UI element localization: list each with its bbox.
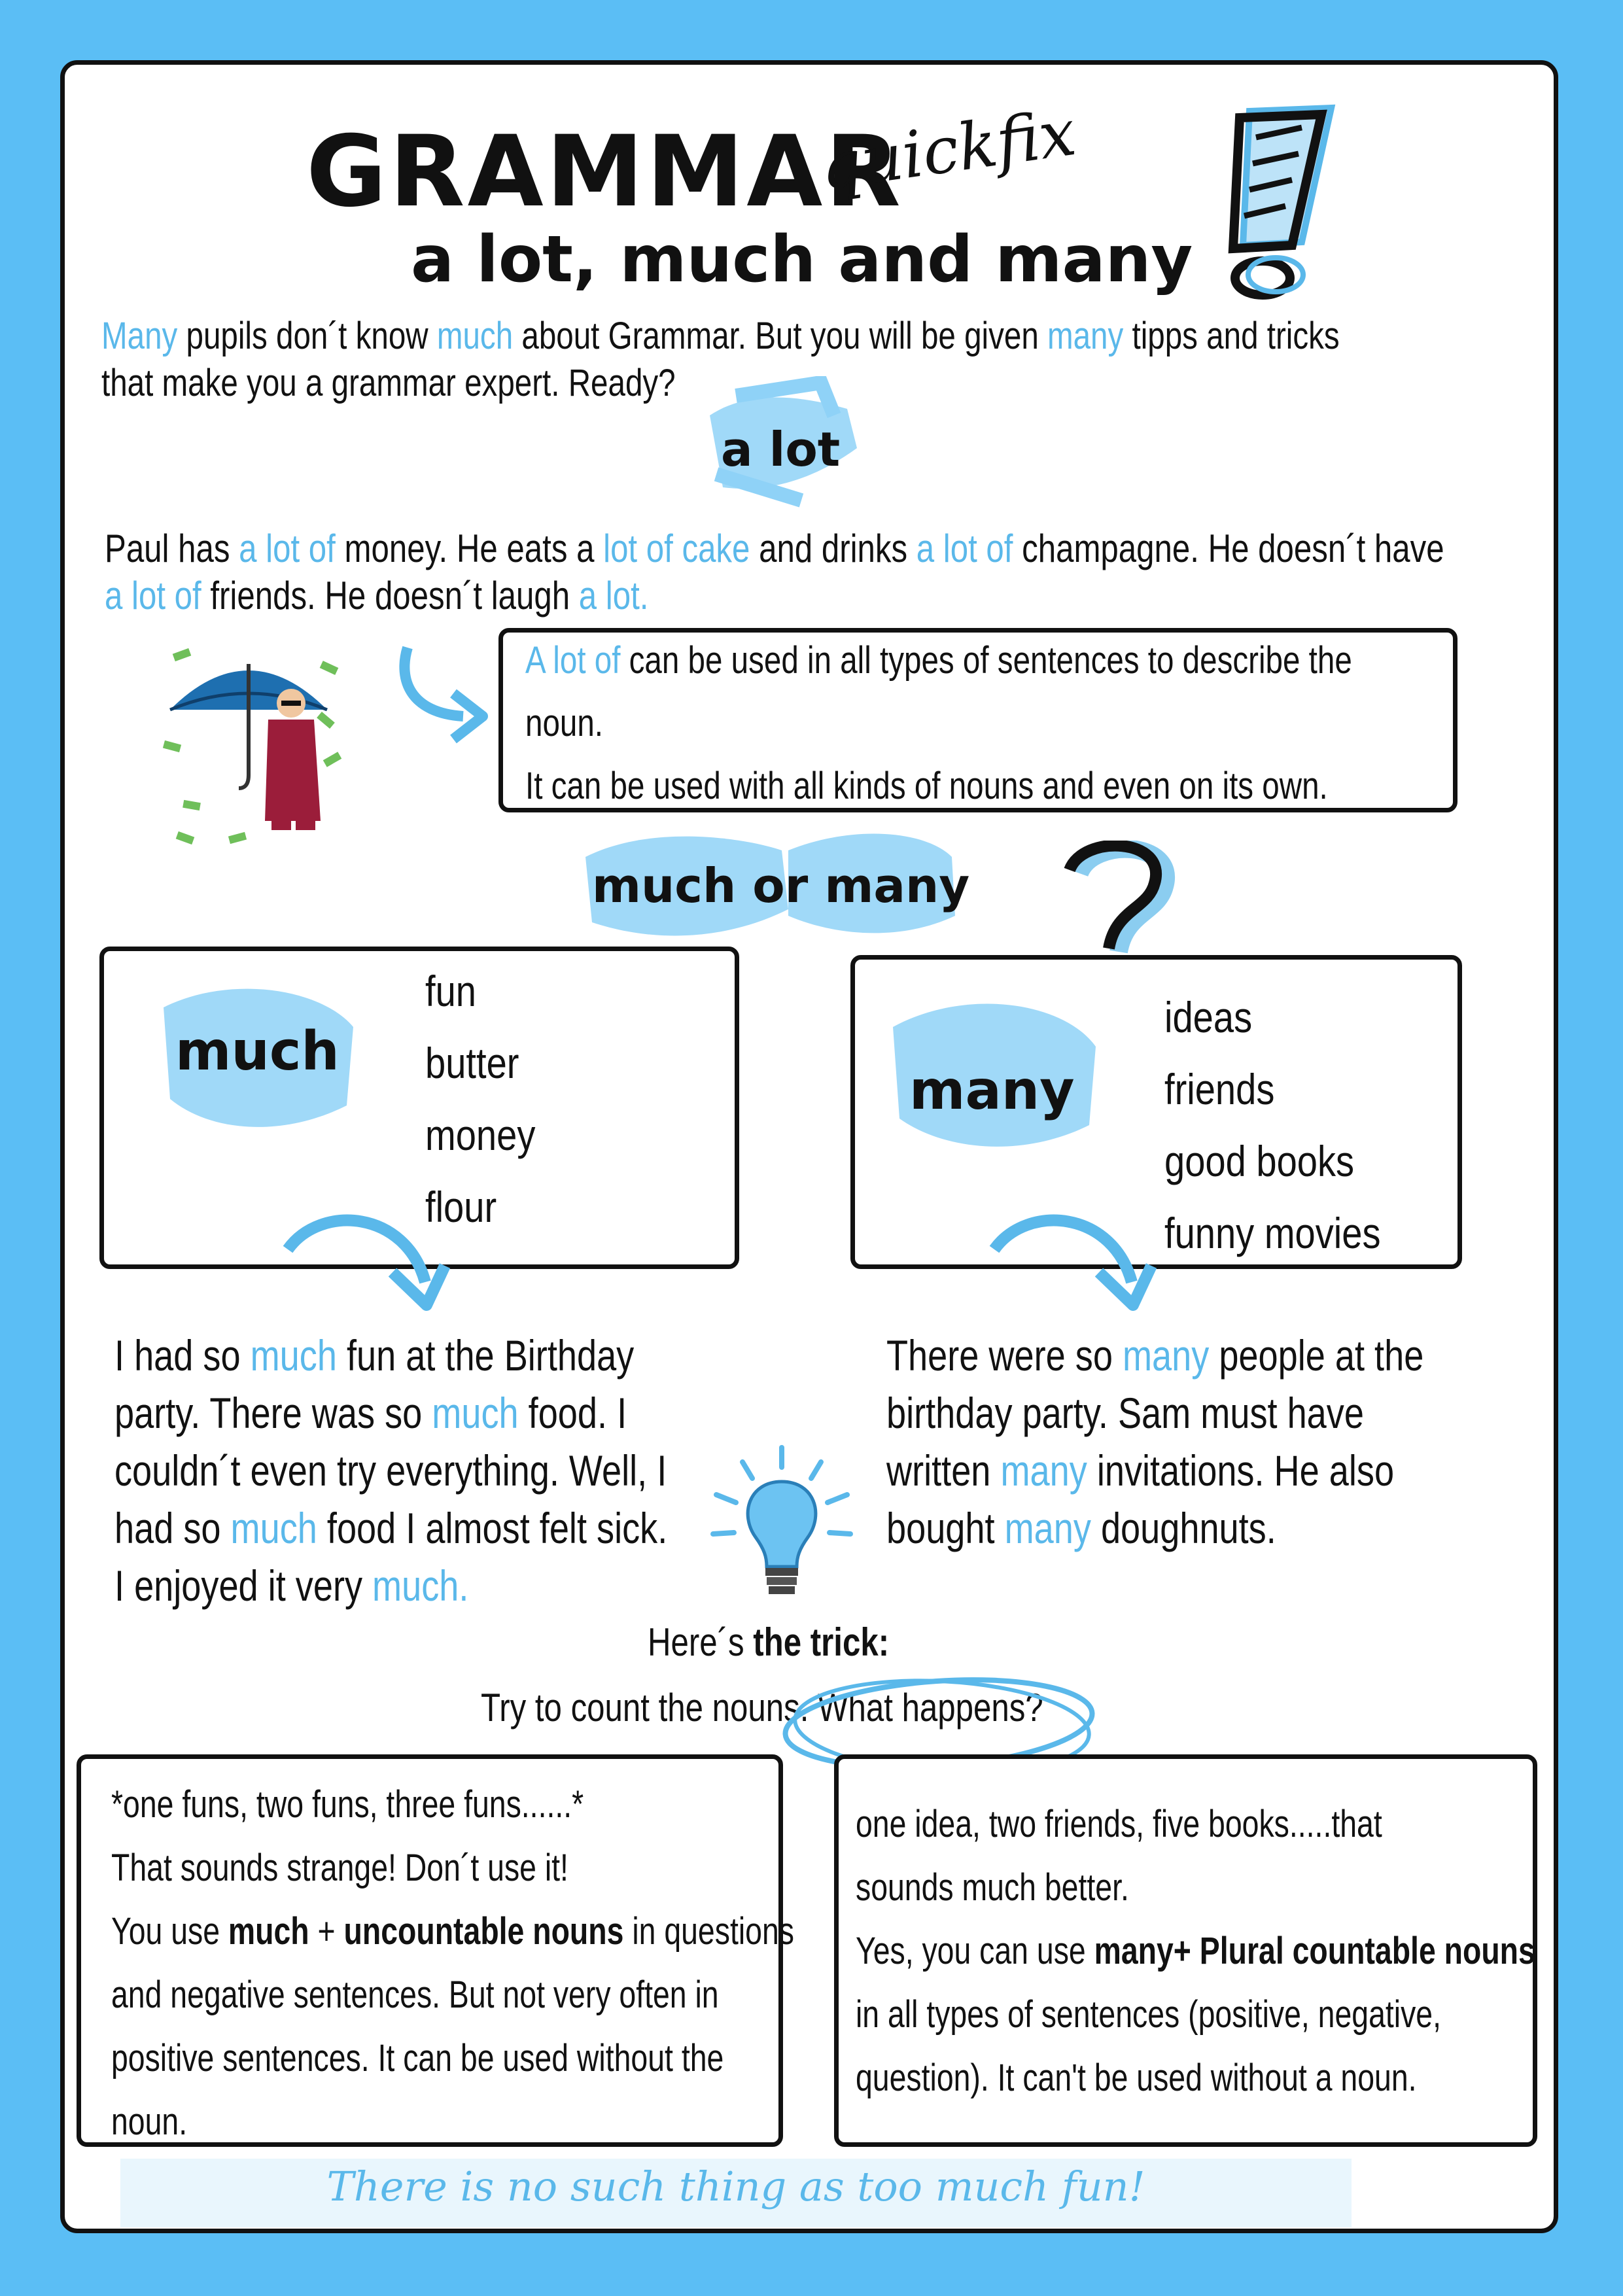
- rule-text: in all types of sentences (positive, negative,: [856, 1993, 1441, 2036]
- rule-text: +: [309, 1910, 344, 1953]
- many-noun-list: [1164, 981, 1419, 1269]
- much-noun-list: [425, 955, 555, 1243]
- highlight-word: many: [1000, 1446, 1087, 1495]
- intro-text: about Grammar. But you will be given: [513, 315, 1047, 357]
- list-item: good books: [1164, 1137, 1355, 1185]
- example-text: couldn´t even try everything. Well, I: [114, 1446, 667, 1495]
- highlight-word: a lot of: [916, 527, 1013, 570]
- intro-line-2: that make you a grammar expert. Ready?: [101, 362, 676, 404]
- rule-text: can be used in all types of sentences to describe the: [620, 639, 1352, 682]
- example-text: I had so: [114, 1331, 251, 1380]
- example-text: There were so: [886, 1331, 1123, 1380]
- trick-question: Try to count the nouns. What happens?: [481, 1686, 1043, 1730]
- para-text: champagne. He doesn´t have: [1013, 527, 1444, 570]
- example-text: invitations. He also: [1087, 1446, 1395, 1495]
- rule-text: It can be used with all kinds of nouns and even on its own.: [525, 765, 1328, 807]
- highlight-word: much: [432, 1389, 519, 1437]
- light-bulb-icon: [707, 1442, 857, 1606]
- rule-bold: uncountable nouns: [343, 1910, 624, 1953]
- heading-much-or-many: [592, 858, 969, 913]
- para-text: friends. He doesn´t laugh: [201, 574, 579, 617]
- highlight-word: much: [436, 315, 514, 357]
- arrow-icon: [281, 1210, 451, 1328]
- example-text: had so: [114, 1504, 231, 1552]
- highlight-word: Many: [101, 315, 178, 357]
- para-text: and drinks: [750, 527, 916, 570]
- list-item: ideas: [1164, 993, 1253, 1041]
- arrow-icon: [988, 1210, 1158, 1328]
- highlight-word: much: [250, 1331, 337, 1380]
- list-item: funny movies: [1164, 1209, 1381, 1257]
- highlight-word: A lot of: [525, 639, 621, 682]
- example-text: doughnuts.: [1091, 1504, 1276, 1552]
- title-grammar: GRAMMAR: [306, 115, 903, 229]
- example-text: I enjoyed it very: [114, 1561, 373, 1610]
- example-text: written: [886, 1446, 1001, 1495]
- footer-slogan: There is no such thing as too much fun!: [326, 2163, 1145, 2210]
- para-text: Paul has: [105, 527, 239, 570]
- example-text: fun at the Birthday: [336, 1331, 635, 1380]
- list-item: butter: [425, 1039, 519, 1087]
- example-text: birthday party. Sam must have: [886, 1389, 1364, 1437]
- many-label: many: [909, 1060, 1075, 1122]
- trick-bold: the trick:: [753, 1620, 890, 1664]
- rule-text: one idea, two friends, five books.....that: [856, 1803, 1382, 1845]
- list-item: money: [425, 1111, 536, 1159]
- list-item: flour: [425, 1183, 497, 1231]
- a-lot-rule-text: [525, 629, 1437, 818]
- heading-a-lot: a lot: [721, 422, 841, 477]
- highlight-word: much: [230, 1504, 317, 1552]
- much-rule-text: [111, 1773, 844, 2153]
- many-rule-text: [856, 1792, 1588, 2110]
- heading-word: many: [824, 858, 970, 913]
- highlight-word: many: [1004, 1504, 1091, 1552]
- rule-text: That sounds strange! Don´t use it!: [111, 1847, 568, 1889]
- rule-text: positive sentences. It can be used without the: [111, 2037, 724, 2079]
- highlight-word: lot of cake: [603, 527, 750, 570]
- rich-man-umbrella-illustration: [157, 638, 347, 854]
- rule-bold: much: [228, 1910, 309, 1953]
- heading-word: or: [736, 858, 825, 913]
- para-text: money. He eats a: [335, 527, 604, 570]
- example-text: party. There was so: [114, 1389, 432, 1437]
- rule-text: noun.: [111, 2100, 188, 2143]
- trick-text: Here´s: [648, 1620, 754, 1664]
- rule-text: noun.: [525, 702, 604, 744]
- rule-text: question). It can't be used without a noun.: [856, 2057, 1417, 2099]
- rule-text: You use: [111, 1910, 228, 1953]
- list-item: fun: [425, 967, 476, 1015]
- title-quickfix: quickfix: [816, 95, 1081, 205]
- much-label: much: [175, 1020, 340, 1083]
- highlight-word: a lot.: [578, 574, 649, 617]
- trick-heading: [648, 1619, 1184, 1666]
- rule-text: *one funs, two funs, three funs......*: [111, 1783, 584, 1826]
- example-text: food. I: [518, 1389, 627, 1437]
- a-lot-paragraph: [105, 525, 1499, 619]
- highlight-word: a lot of: [239, 527, 336, 570]
- rule-text: sounds much better.: [856, 1866, 1129, 1909]
- highlight-word: a lot of: [105, 574, 201, 617]
- example-text: food I almost felt sick.: [317, 1504, 668, 1552]
- highlight-word: many: [1047, 315, 1124, 357]
- exclamation-icon: [1204, 98, 1374, 301]
- arrow-icon: [391, 641, 496, 746]
- list-item: friends: [1164, 1065, 1275, 1113]
- highlight-word: much.: [372, 1561, 469, 1610]
- rule-text: Yes, you can use: [856, 1930, 1094, 1972]
- rule-text: in questions: [623, 1910, 794, 1953]
- highlight-word: many: [1122, 1331, 1210, 1380]
- example-text: bought: [886, 1504, 1005, 1552]
- rule-bold: many+ Plural countable nouns: [1094, 1930, 1535, 1972]
- heading-word: much: [592, 858, 737, 913]
- rule-text: and negative sentences. But not very often in: [111, 1974, 719, 2016]
- many-example-text: [886, 1327, 1584, 1557]
- intro-text: pupils don´t know: [177, 315, 437, 357]
- intro-text: tipps and tricks: [1123, 315, 1340, 357]
- example-text: people at the: [1209, 1331, 1424, 1380]
- title-subtitle: a lot, much and many: [411, 222, 1193, 297]
